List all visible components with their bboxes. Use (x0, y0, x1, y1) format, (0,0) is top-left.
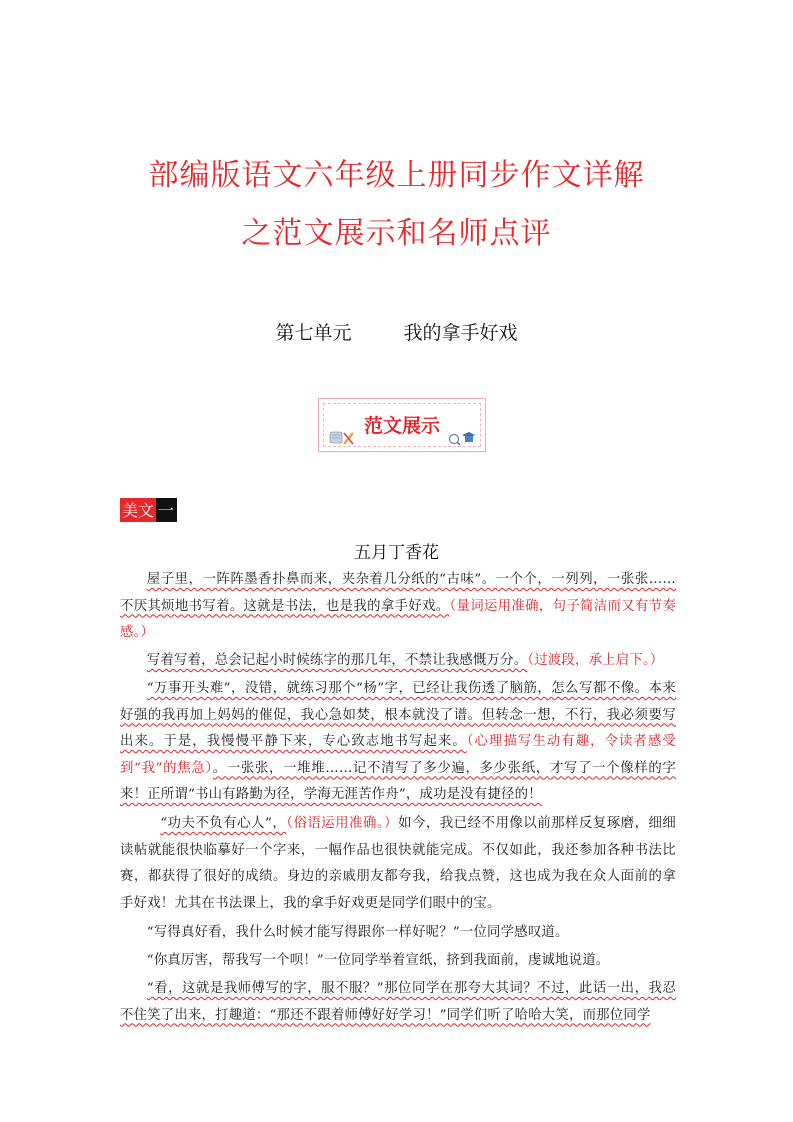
essay-paragraph-4 (120, 811, 676, 917)
essay-paragraph-5-text: “写得真好看，我什么时候才能写得跟你一样好呢？”一位同学感叹道。 (146, 925, 569, 940)
unit-topic: 我的拿手好戏 (403, 322, 518, 344)
unit-name: 第七单元 (275, 322, 352, 344)
essay-paragraph-1 (120, 567, 676, 647)
essay-paragraph-3-text-b: 。一张张，一堆堆……记不清写了多少遍，多少张纸，才写了一个像样的字来！正所谓“书山有路勤为径，学海无涯苦作舟”，成功是没有捷径的！ (120, 760, 676, 802)
essay-paragraph-2-text: 写着写着，总会记起小时候练字的那几年，不禁让我感慨万分。 (146, 653, 528, 668)
document-title-line-2: 之范文展示和名师点评 (241, 216, 552, 251)
essay-paragraph-3 (120, 676, 676, 809)
sample-essay-badge (318, 398, 486, 452)
essay-paragraph-3-comment: （心理描写生动有趣，令读者感受到“我”的焦急） (120, 734, 676, 776)
essay-paragraph-2-comment: （过渡段，承上启下。） (527, 653, 664, 668)
essay-paragraph-7-text: “看，这就是我师傅写的字，服不服？”那位同学在那夸大其词？不过，此话一出，我忍不住笑了出来，打趣道：“那还不跟着师傅好好学习！”同学们听了哈哈大笑，而那位同学 (120, 981, 676, 1023)
essay-paragraph-1-comment: （量词运用准确，句子简洁而又有节奏感。） (120, 598, 676, 640)
section-tag-number: 一 (156, 498, 177, 522)
magnifier-graduation-cap-icon (447, 429, 475, 451)
essay-paragraph-4-text: 如今，我已经不用像以前那样反复琢磨，细细读帖就能很快临摹好一个字来，一幅作品也很快就能完成。不仅如此，我还参加各种书法比赛，都获得了很好的成绩。身边的亲戚朋友都夸我，给我点赞，这也成为我在众人面前的拿手好戏！尤其在书法课上，我的拿手好戏更是同学们眼中的宝。 (120, 816, 676, 911)
essay-paragraph-3-text-a: “万事开头难”，没错，就练习那个“杨”字，已经让我伤透了脑筋，怎么写都不像。本来好强的我再加上妈妈的催促，我心急如焚，根本就没了谱。但转念一想，不行，我必须要写出来。于是，我慢慢平静下来，专心致志地书写起来。 (120, 681, 676, 749)
section-tag-label: 美文 (120, 498, 156, 522)
scroll-pencil-icon (329, 429, 355, 451)
essay-title: 五月丁香花 (354, 543, 439, 563)
essay-paragraph-2 (120, 648, 676, 675)
essay-paragraph-1-text: 屋子里，一阵阵墨香扑鼻而来，夹杂着几分纸的“古味”。一个个，一列列，一张张……不厌其烦地书写着。这就是书法，也是我的拿手好戏。 (120, 572, 676, 614)
section-tag (120, 498, 177, 522)
unit-heading (0, 318, 793, 345)
essay-paragraph-6 (120, 948, 676, 975)
essay-paragraph-4-comment: （俗语运用准确。） (286, 816, 399, 831)
badge-label: 范文展示 (363, 415, 440, 437)
document-title-line-1: 部编版语文六年级上册同步作文详解 (148, 158, 645, 193)
essay-paragraph-4-quote: “功夫不负有心人”， (160, 816, 287, 831)
essay-paragraph-6-text: “你真厉害，帮我写一个呗！”一位同学举着宣纸，挤到我面前，虔诚地说道。 (146, 953, 610, 968)
essay-paragraph-7 (120, 976, 676, 1029)
essay-paragraph-5 (120, 920, 676, 947)
